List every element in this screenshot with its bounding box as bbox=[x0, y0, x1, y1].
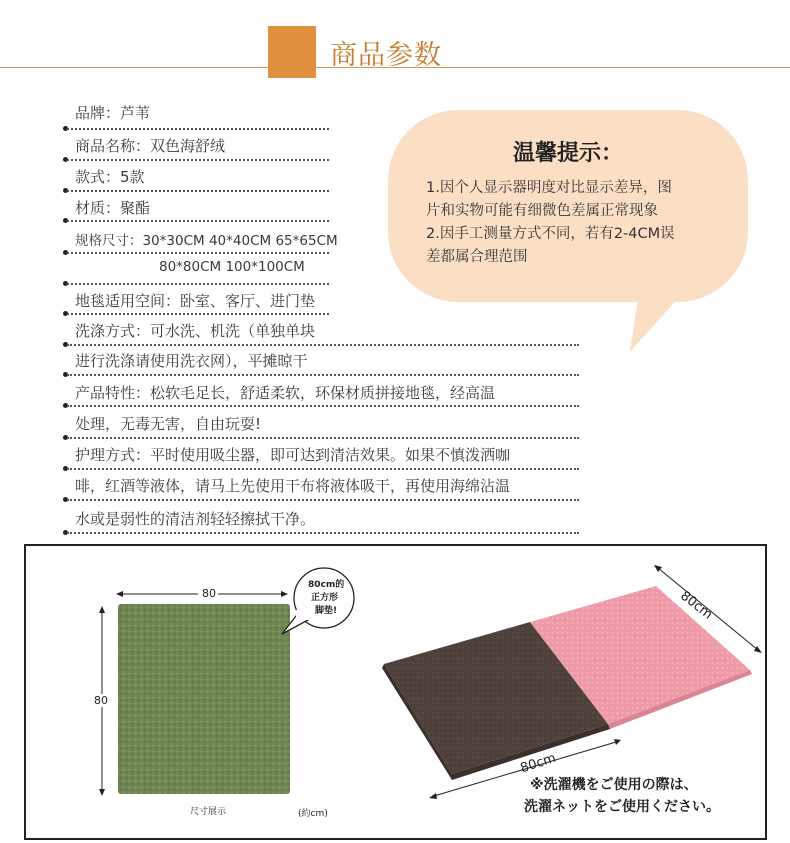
spec-material: 材质：聚酯 bbox=[75, 199, 151, 217]
tip-line: 2.因手工测量方式不同，若有2-4CM误 bbox=[426, 226, 675, 242]
green-rug bbox=[118, 604, 290, 794]
row-divider bbox=[67, 159, 329, 161]
tip-title: 温馨提示： bbox=[512, 141, 623, 166]
page-title: 商品参数 bbox=[330, 40, 442, 71]
row-divider bbox=[67, 344, 579, 346]
spec-brand: 品牌：芦苇 bbox=[75, 104, 151, 122]
caption: 尺寸展示 bbox=[190, 807, 227, 817]
row-divider bbox=[67, 252, 329, 254]
header-accent-block bbox=[268, 26, 316, 78]
callout-line: 正方形 bbox=[311, 593, 339, 603]
spec-size-line1: 规格尺寸：30*30CM 40*40CM 65*65CM bbox=[75, 233, 338, 249]
row-divider bbox=[67, 437, 579, 439]
width-label: 80 bbox=[202, 587, 216, 600]
tip-line: 1.因个人显示器明度对比显示差异，图 bbox=[426, 180, 672, 196]
spec-space: 地毯适用空间：卧室、客厅、进门垫 bbox=[75, 292, 316, 310]
row-divider bbox=[67, 190, 329, 192]
row-divider bbox=[67, 374, 579, 376]
height-label: 80 bbox=[94, 694, 108, 707]
row-divider bbox=[67, 499, 579, 501]
wash-note: ※洗濯機をご使用の際は、 bbox=[530, 777, 698, 793]
rug-size-diagram bbox=[24, 544, 767, 840]
tip-line: 差都属合理范围 bbox=[426, 249, 528, 265]
spec-feature-line2: 处理，无毒无害，自由玩耍! bbox=[75, 415, 262, 433]
spec-care-line2: 啡，红酒等液体，请马上先使用干布将液体吸干，再使用海绵沾温 bbox=[75, 477, 511, 495]
row-divider bbox=[67, 128, 329, 130]
tip-line: 片和实物可能有细微色差属正常现象 bbox=[426, 203, 658, 219]
dim-label-bottom: 80cm bbox=[518, 750, 558, 777]
wash-note: 洗濯ネットをご使用ください。 bbox=[524, 799, 720, 815]
spec-name: 商品名称：双色海舒绒 bbox=[75, 137, 226, 155]
callout-line: 脚垫! bbox=[315, 606, 338, 616]
row-divider bbox=[67, 468, 579, 470]
spec-size-line2: 80*80CM 100*100CM bbox=[159, 259, 305, 275]
callout-line: 80cm的 bbox=[308, 580, 345, 590]
row-divider bbox=[67, 313, 329, 315]
row-divider bbox=[67, 283, 329, 285]
dim-label-top: 80cm bbox=[677, 588, 716, 623]
spec-wash-line1: 洗涤方式：可水洗、机洗（单独单块 bbox=[75, 322, 316, 340]
spec-care-line3: 水或是弱性的清洁剂轻轻擦拭干净。 bbox=[75, 510, 316, 528]
spec-styles: 款式：5款 bbox=[75, 168, 145, 186]
row-divider bbox=[67, 220, 329, 222]
row-divider bbox=[67, 532, 579, 534]
unit-label: (約cm) bbox=[298, 809, 328, 819]
row-divider bbox=[67, 405, 579, 407]
spec-care-line1: 护理方式：平时使用吸尘器，即可达到清洁效果。如果不慎泼洒咖 bbox=[75, 446, 511, 464]
spec-wash-line2: 进行洗涤请使用洗衣网），平摊晾干 bbox=[75, 352, 308, 370]
spec-feature-line1: 产品特性：松软毛足长，舒适柔软，环保材质拼接地毯，经高温 bbox=[75, 384, 496, 402]
